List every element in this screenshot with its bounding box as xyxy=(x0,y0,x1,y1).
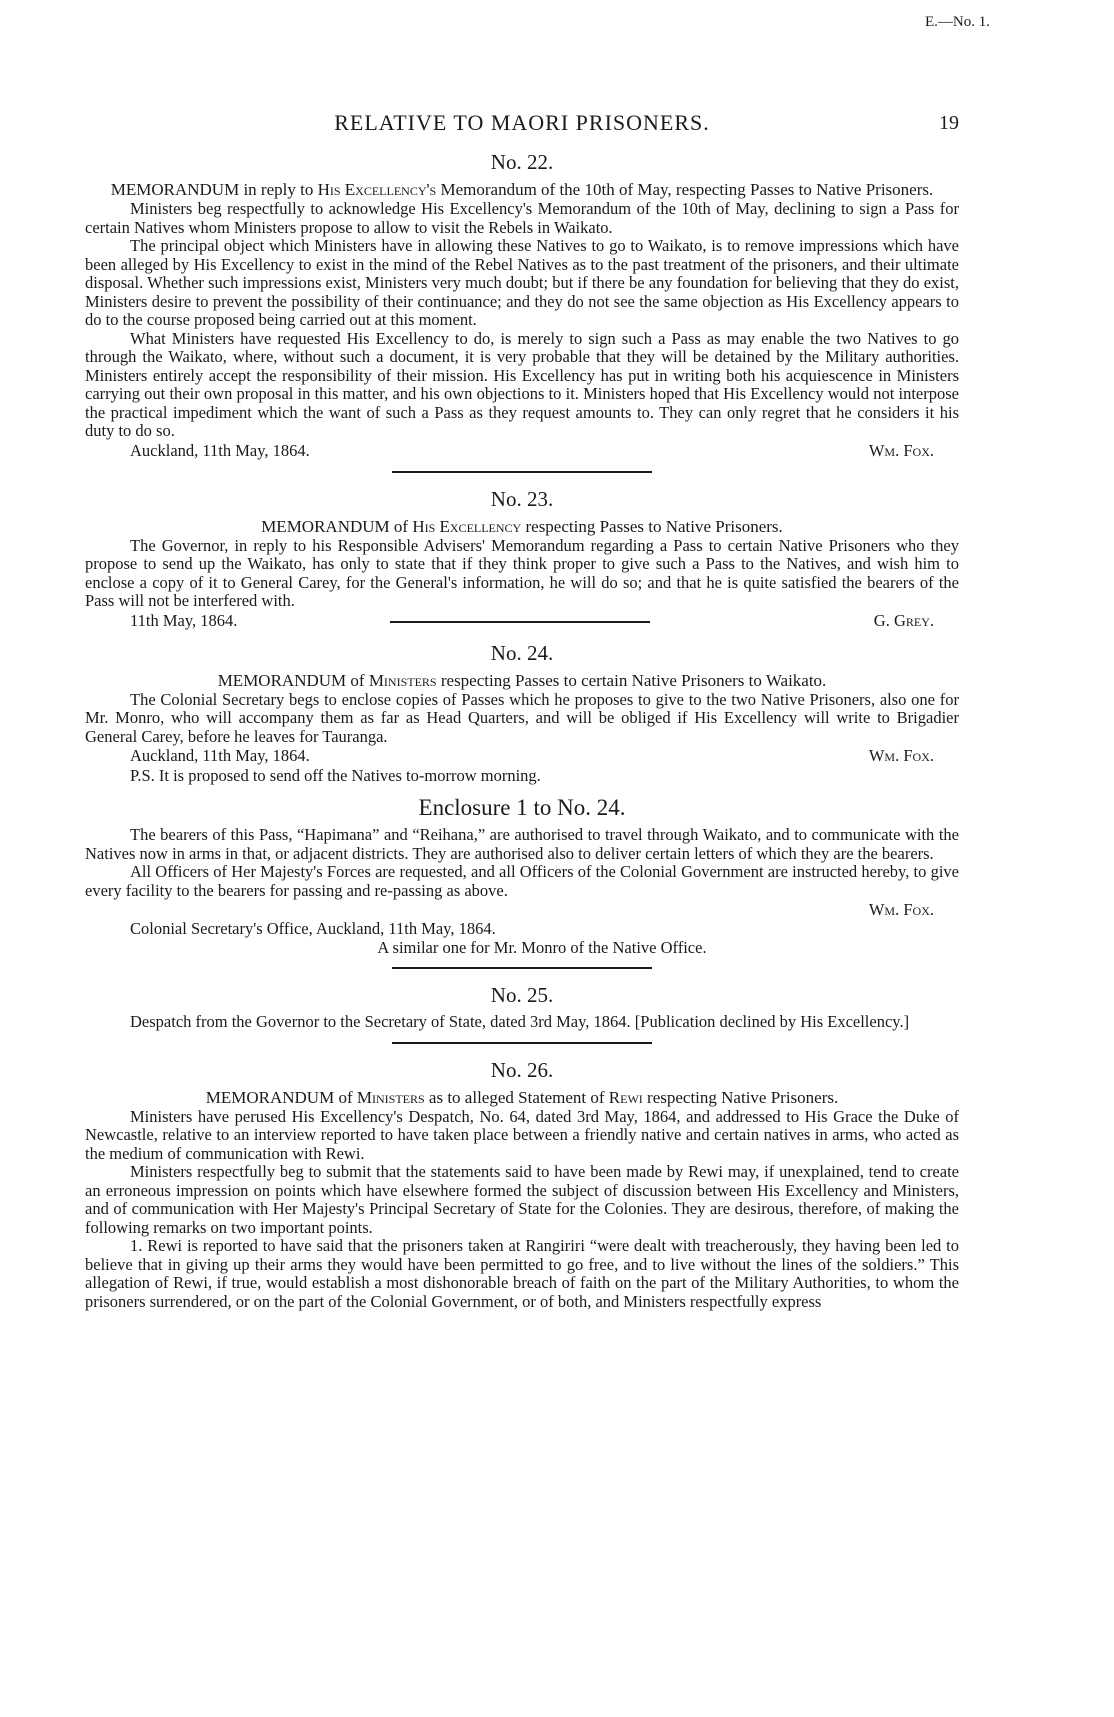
paragraph: The bearers of this Pass, “Hapimana” and “Reihana,” are authorised to travel through Waikato, and to communicate with the Natives now in arms in that, or adjacent districts. They are authorised also to deliver certain letters of which they are the bearers. xyxy=(85,825,959,863)
document-page xyxy=(85,100,959,1311)
subtitle-text: respecting Native Prisoners. xyxy=(642,1087,839,1107)
place-date: Auckland, 11th May, 1864. xyxy=(130,746,310,765)
paragraph: Ministers have perused His Excellency's Despatch, No. 64, dated 3rd May, 1864, and addressed to His Grace the Duke of Newcastle, relative to an interview reported to have taken place between a friendly native and certain natives in arms, who acted as the medium of communication with Rewi. xyxy=(85,1106,959,1163)
paragraph: The Governor, in reply to his Responsible Advisers' Memorandum regarding a Pass to certain Native Prisoners who they propose to send up the Waikato, has only to state that if they think proper to give such a Pass to the Natives, and wish him to enclose a copy of it to General Carey, for the General's information, he will do so; and that he is quite satisfied the bearers of the Pass will not be interfered with. xyxy=(85,535,959,610)
subtitle-smallcaps: Ministers xyxy=(368,670,437,690)
page-header xyxy=(85,100,959,140)
subtitle-smallcaps: Rewi xyxy=(608,1087,643,1107)
section-divider xyxy=(392,1042,652,1044)
subtitle-smallcaps: His Excellency's xyxy=(317,180,437,199)
section-no-24 xyxy=(85,641,959,786)
office-line: Colonial Secretary's Office, Auckland, 11th May, 1864. xyxy=(130,919,496,938)
section-no-26 xyxy=(85,1058,959,1312)
running-title: RELATIVE TO MAORI PRISONERS. xyxy=(334,110,710,135)
section-title: No. 23. xyxy=(490,486,554,511)
section-subtitle xyxy=(85,180,959,200)
page-number: 19 xyxy=(939,112,959,134)
section-title: Enclosure 1 to No. 24. xyxy=(418,795,626,820)
subtitle-text: respecting Passes to certain Native Prisoners to Waikato. xyxy=(436,670,827,690)
paragraph: What Ministers have requested His Excellency to do, is merely to sign such a Pass as may enable the two Natives to go through the Waikato, where, without such a document, it is very probable that they will be detained by the Military authorities. Ministers entirely accept the responsibility of their mission. His Excellency has put in writing both his acquiescence in Ministers carrying out their own proposal in this matter, and his own objections to it. Ministers hoped that His Excellency would not interpose the practical impediment which the want of such a Pass as they request amounts to. They can only regret that he considers it his duty to do so. xyxy=(85,328,959,440)
section-divider xyxy=(392,967,652,969)
paragraph: Ministers respectfully beg to submit that the statements said to have been made by Rewi may, if unexplained, tend to create an erroneous impression on points which have elsewhere formed the subject of discussion between His Excellency and Ministers, and of communication with Her Majesty's Principal Secretary of State for the Colonies. They are desirous, therefore, of making the following remarks on two important points. xyxy=(85,1162,959,1237)
signature: Wm. Fox. xyxy=(868,746,934,765)
signature: Wm. Fox. xyxy=(868,440,934,460)
document-reference: E.—No. 1. xyxy=(925,14,990,30)
section-no-25 xyxy=(85,983,959,1044)
paragraph: The principal object which Ministers have in allowing these Natives to go to Waikato, is to remove impressions which have been alleged by His Excellency to exist in the mind of the Rebel Natives as to the past treatment of the prisoners, and their ultimate disposal. Whether such impressions exist, Ministers very much doubt; but if there be any foundation for believing that they do exist, Ministers desire to prevent the possibility of their continuance; and they do not see the same objection as His Excellency appears to do to the course proposed being carried out at this moment. xyxy=(85,236,959,329)
section-subtitle xyxy=(85,671,959,691)
section-divider xyxy=(390,621,650,623)
enclosure-section xyxy=(85,795,959,969)
section-title: No. 24. xyxy=(490,640,554,665)
section-subtitle xyxy=(85,517,959,537)
subtitle-text: MEMORANDUM of xyxy=(205,1087,357,1107)
signature: G. Grey. xyxy=(873,610,934,630)
subtitle-text: MEMORANDUM in reply to xyxy=(110,180,318,199)
subtitle-text: MEMORANDUM of xyxy=(261,516,413,536)
subtitle-text: respecting Passes to Native Prisoners. xyxy=(521,516,783,536)
paragraph: Despatch from the Governor to the Secretary of State, dated 3rd May, 1864. [Publication declined by His Excellency.] xyxy=(130,1012,910,1031)
section-title: No. 25. xyxy=(490,983,554,1007)
date: 11th May, 1864. xyxy=(130,610,238,630)
signoff xyxy=(85,746,959,766)
subtitle-smallcaps: His Excellency xyxy=(412,516,522,536)
section-divider xyxy=(392,471,652,473)
section-subtitle xyxy=(85,1088,959,1108)
signoff xyxy=(85,611,959,631)
section-no-22 xyxy=(85,150,959,473)
section-title: No. 22. xyxy=(490,150,554,174)
subtitle-smallcaps: Ministers xyxy=(356,1087,425,1107)
paragraph: Ministers beg respectfully to acknowledge His Excellency's Memorandum of the 10th of May, declining to sign a Pass for certain Natives whom Ministers propose to allow to visit the Rebels in Waikato. xyxy=(85,199,959,237)
section-no-23 xyxy=(85,487,959,631)
subtitle-text: as to alleged Statement of xyxy=(424,1087,609,1107)
paragraph: 1. Rewi is reported to have said that the prisoners taken at Rangiriri “were dealt with treacherously, they having been led to believe that in giving up their arms they would have been permitted to go free, and to live without the lines of the soldiers.” This allegation of Rewi, if true, would establish a most dishonorable breach of faith on the part of the Military Authorities, to whom the prisoners surrendered, or on the part of the Colonial Government, or of both, and Ministers respectfully express xyxy=(85,1236,959,1311)
subtitle-text: Memorandum of the 10th of May, respecting Passes to Native Prisoners. xyxy=(436,180,934,199)
signature: Wm. Fox. xyxy=(868,900,934,919)
paragraph: All Officers of Her Majesty's Forces are requested, and all Officers of the Colonial Government are instructed hereby, to give every facility to the bearers for passing and re-passing as above. xyxy=(85,862,959,900)
note: A similar one for Mr. Monro of the Native Office. xyxy=(377,938,707,957)
section-title: No. 26. xyxy=(490,1057,554,1082)
paragraph: The Colonial Secretary begs to enclose copies of Passes which he proposes to give to the two Native Prisoners, also one for Mr. Monro, who will accompany them as far as Head Quarters, and will be obliged if His Excellency will write to Brigadier General Carey, before he leaves for Tauranga. xyxy=(85,689,959,746)
signoff xyxy=(85,441,959,461)
place-date: Auckland, 11th May, 1864. xyxy=(130,440,310,460)
subtitle-text: MEMORANDUM of xyxy=(217,670,369,690)
postscript: P.S. It is proposed to send off the Natives to-morrow morning. xyxy=(130,766,541,785)
